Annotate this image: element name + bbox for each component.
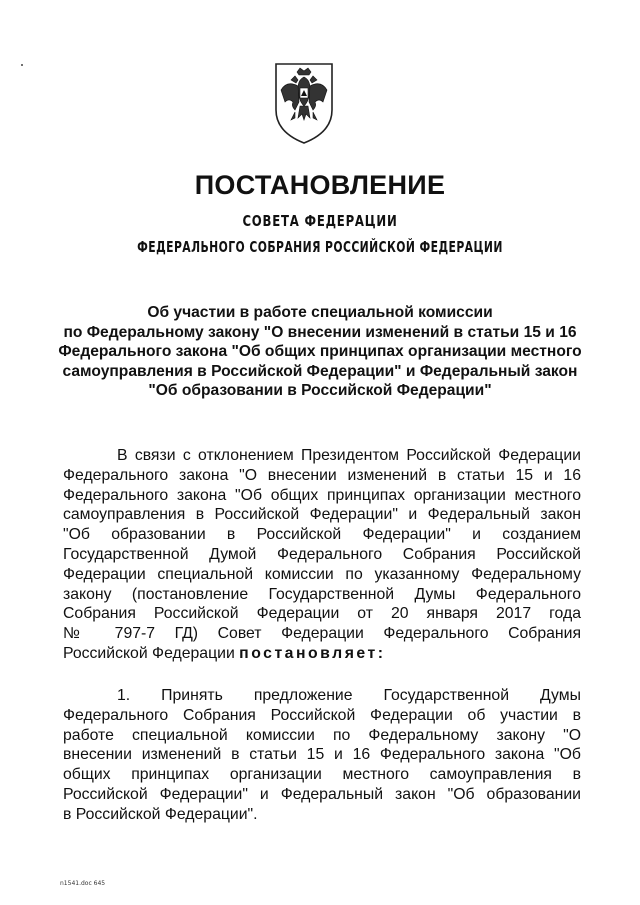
resolution-heading [40,303,600,401]
heading-line: Об участии в работе специальной комиссии [147,304,493,321]
paragraph-item-1 [63,686,581,825]
paragraph-line: № 797-7 ГД) Совет Федерации Федерального Собрания [63,625,581,643]
scan-speck [21,64,23,66]
paragraph-line: Собрания Российской Федерации от 20 января 2017 года [63,605,581,623]
paragraph-line [63,644,581,664]
paragraph-text: Российской Федерации [63,644,235,662]
paragraph-line: 1. Принять предложение Государственной Думы [117,687,581,704]
paragraph-line: внесении изменений в статьи 15 и 16 Федерального закона "Об [63,746,581,764]
paragraph-line: Федерального закона "О внесении изменений в статьи 15 и 16 [63,466,581,484]
russian-coat-of-arms-icon [271,60,337,146]
paragraph-line: Федерального Собрания Российской Федерации об участии в [63,706,581,724]
heading-line: по Федеральному закону "О внесении изменений в статьи 15 и 16 [63,323,577,341]
paragraph-line: Государственной Думой Федерального Собрания Российской [63,545,581,563]
paragraph-line: "Об образовании в Российской Федерации" и созданием [63,526,581,544]
heading-line: самоуправления в Российской Федерации" и Федеральный закон [62,362,578,380]
paragraph-line: самоуправления в Российской Федерации" и Федеральный закон [63,506,581,524]
paragraph-line: в Российской Федерации". [63,805,258,823]
heading-line: "Об образовании в Российской Федерации" [148,382,492,399]
paragraph-line: работе специальной комиссии по Федеральному закону "О [63,726,581,744]
paragraph-line: Российской Федерации" и Федеральный закон "Об образовании [63,785,581,803]
paragraph-preamble [63,446,581,664]
heading-line: Федерального закона "Об общих принципах организации местного [58,343,582,360]
document-title: ПОСТАНОВЛЕНИЕ [194,170,446,200]
resolves-keyword: постановляет: [239,644,386,662]
paragraph-line: закону (постановление Государственной Думы Федерального [63,585,581,603]
subtitle-council: СОВЕТА ФЕДЕРАЦИИ [242,212,398,230]
paragraph-line: Федерации специальной комиссии по указанному Федеральному [63,565,581,583]
subtitle-assembly: ФЕДЕРАЛЬНОГО СОБРАНИЯ РОССИЙСКОЙ ФЕДЕРАЦИИ [137,238,503,256]
paragraph-line: В связи с отклонением Президентом Российской Федерации [117,447,581,464]
paragraph-line: общих принципах организации местного самоуправления в [63,766,581,784]
file-reference: n1541.doc 645 [60,880,106,887]
paragraph-line: Федерального закона "Об общих принципах организации местного [63,486,581,504]
